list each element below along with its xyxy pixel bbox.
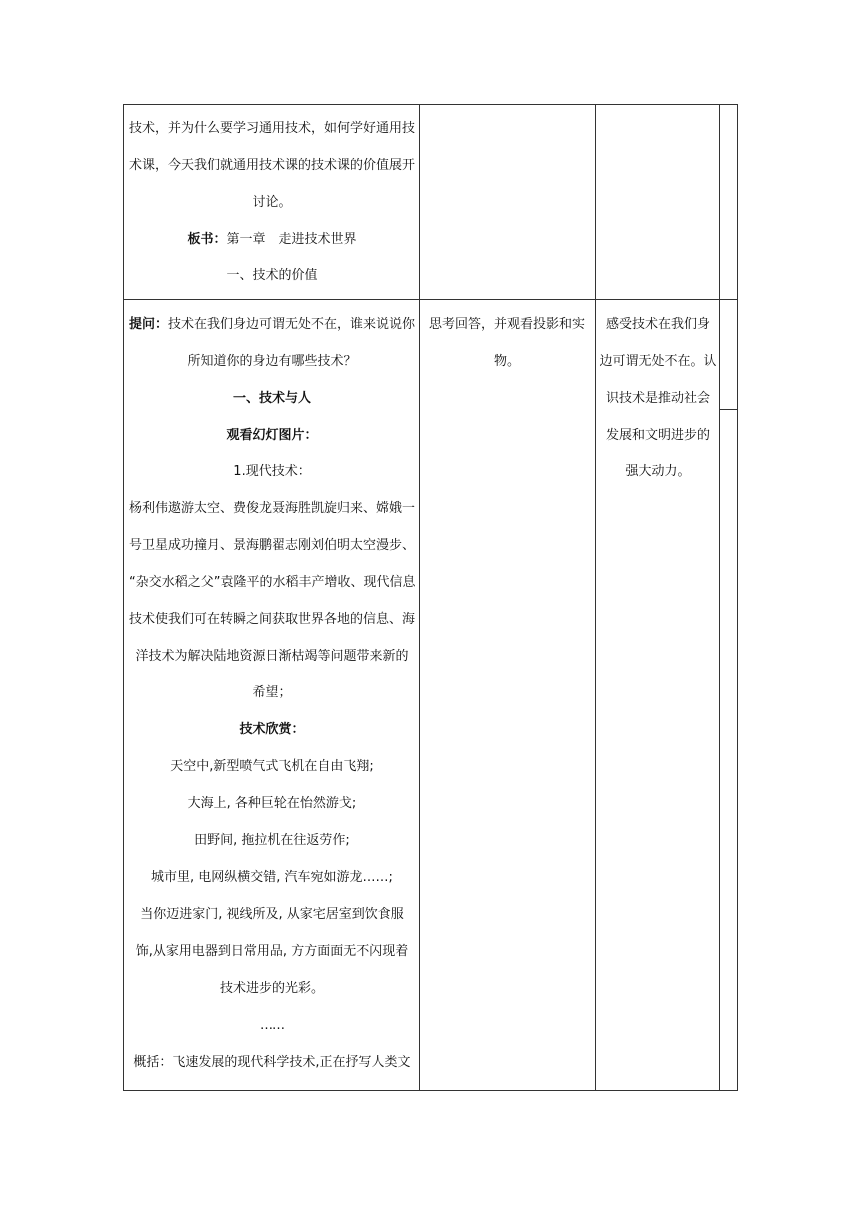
text-line: 洋技术为解决陆地资源日渐枯竭等问题带来新的 <box>135 649 409 664</box>
table-border-left <box>123 104 124 1091</box>
summary-line: 概括：飞速发展的现代科学技术,正在抒写人类文 <box>133 1055 411 1070</box>
question-label: 提问： <box>129 317 169 332</box>
text-line: 识技术是推动社会 <box>605 391 710 406</box>
ellipsis-line: …… <box>260 1018 284 1033</box>
text-line: “杂交水稻之父”袁隆平的水稻丰产增收、现代信息 <box>129 575 415 590</box>
text-line: 大海上, 各种巨轮在怡然游戈; <box>187 796 357 811</box>
table-border-bottom <box>123 1090 738 1091</box>
text-line: 边可谓无处不在。认 <box>599 354 717 369</box>
section-heading: 一、技术与人 <box>232 391 311 406</box>
column-divider-4 <box>737 104 738 1091</box>
column-divider-2 <box>595 104 596 1091</box>
text-line: 术课，今天我们就通用技术课的技术课的价值展开 <box>129 158 415 173</box>
text-line: 希望； <box>252 685 292 700</box>
text-line: 思考回答，并观看投影和实 <box>428 317 585 332</box>
board-text: 第一章 走进技术世界 <box>226 232 357 247</box>
question-text: 技术在我们身边可谓无处不在，谁来说说你 <box>168 317 415 332</box>
text-line: 技术进步的光彩。 <box>219 981 324 996</box>
design-intent-cell <box>599 300 717 520</box>
text-line: 天空中,新型喷气式飞机在自由飞翔; <box>170 759 374 774</box>
text-line: 技术，并为什么要学习通用技术，如何学好通用技 <box>129 121 415 136</box>
board-label: 板书： <box>187 232 227 247</box>
text-line: 饰,从家用电器到日常用品, 方方面面无不闪现着 <box>135 944 409 959</box>
text-line: 田野间, 拖拉机在往返劳作; <box>194 833 350 848</box>
board-line <box>129 228 415 252</box>
subheading: 观看幻灯图片： <box>226 428 318 443</box>
row1-content-cell <box>129 104 415 299</box>
text-line: 讨论。 <box>252 195 292 210</box>
student-activity-cell <box>424 300 590 500</box>
text-line: 感受技术在我们身 <box>605 317 710 332</box>
text-line: 发展和文明进步的 <box>605 428 710 443</box>
text-line: 所知道你的身边有哪些技术？ <box>187 354 357 369</box>
question-line <box>129 313 415 337</box>
text-line: 当你迈进家门, 视线所及, 从家宅居室到饮食服 <box>140 907 404 922</box>
text-line: 强大动力。 <box>625 464 691 479</box>
lesson-plan-table <box>123 104 737 1091</box>
row2-content-cell <box>129 300 415 1090</box>
text-line: 号卫星成功撞月、景海鹏翟志刚刘伯明太空漫步、 <box>129 538 415 553</box>
text-line: 杨利伟遨游太空、费俊龙聂海胜凯旋归来、嫦娥一 <box>129 501 415 516</box>
subheading: 1.现代技术： <box>233 464 311 479</box>
narrow-column-divider <box>719 409 738 410</box>
column-divider-1 <box>419 104 420 1091</box>
subheading: 技术欣赏： <box>239 722 305 737</box>
text-line: 城市里, 电网纵横交错, 汽车宛如游龙……; <box>151 870 393 885</box>
column-divider-3 <box>719 104 720 1091</box>
text-line: 物。 <box>493 354 520 369</box>
text-line: 技术使我们可在转瞬之间获取世界各地的信息、海 <box>129 612 415 627</box>
section-heading: 一、技术的价值 <box>226 268 318 283</box>
